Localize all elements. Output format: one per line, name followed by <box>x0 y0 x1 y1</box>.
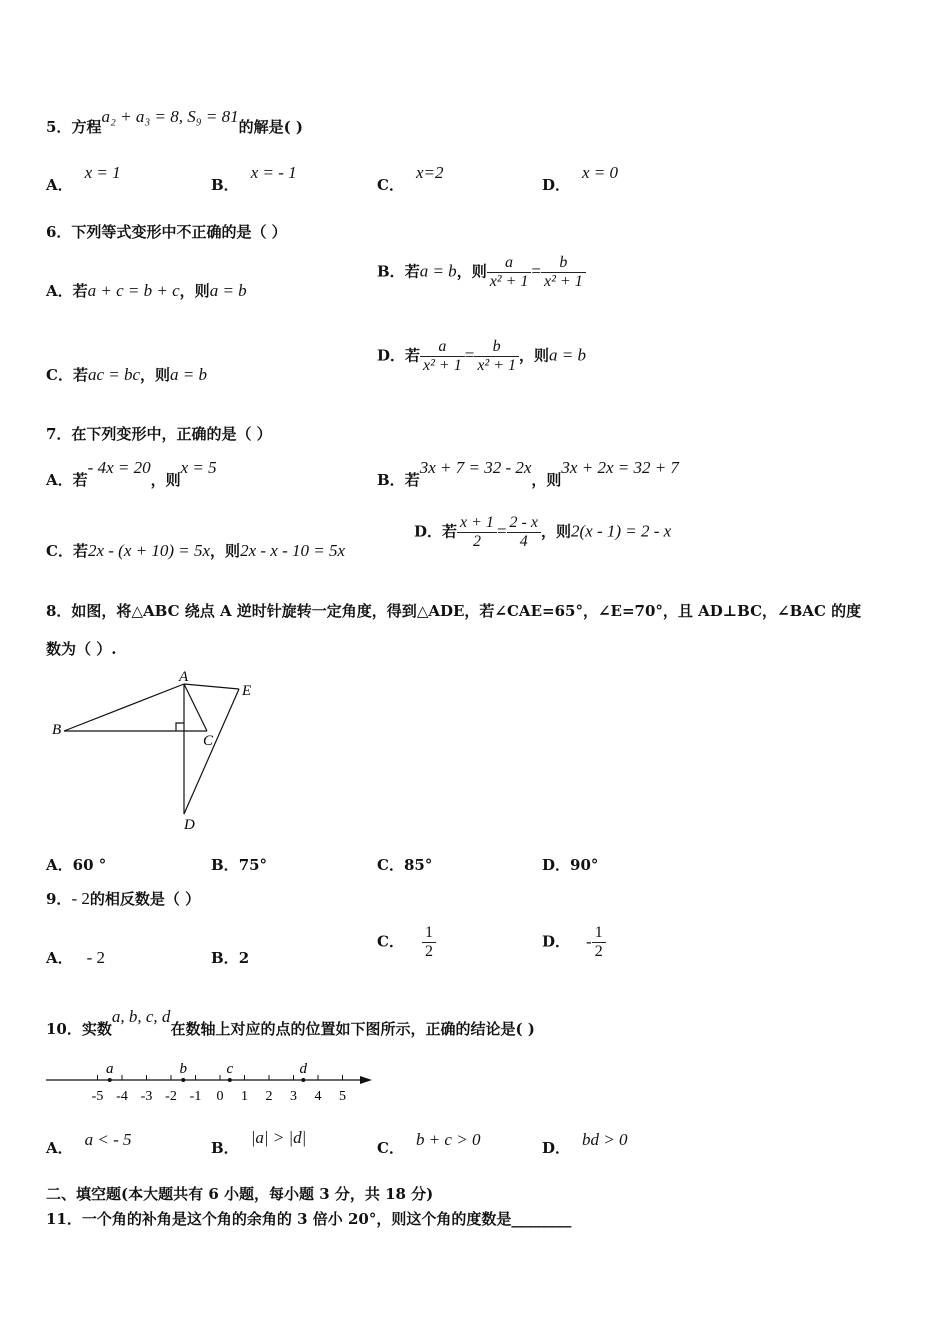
label-c: C <box>203 733 214 749</box>
point-a <box>108 1078 112 1082</box>
q7-option-c[interactable]: C．若2x - (x + 10) = 5x，则2x - x - 10 = 5x <box>46 541 345 560</box>
point-label-d: d <box>299 1061 308 1077</box>
q5-option-a-value: x = 1 <box>84 163 121 182</box>
axis-tick-label: -2 <box>165 1089 177 1104</box>
axis-tick-label: -5 <box>91 1089 104 1104</box>
q8-stem-line1: 8．如图，将△ABC 绕点 A 逆时针旋转一定角度，得到△ADE，若∠CAE=65°，∠E=70°，且 AD⊥BC，∠BAC 的度 <box>46 602 862 620</box>
q6-a-condition: a + c = b + c <box>87 281 180 300</box>
axis-tick-label: 3 <box>290 1089 297 1104</box>
q9-option-d[interactable]: D． - $\frac{1}{2}$ <box>542 924 606 961</box>
q10-number-line <box>44 1058 374 1104</box>
q9-option-b-value: 2 <box>238 949 250 967</box>
q8-option-b[interactable]: B．75° <box>211 856 268 874</box>
segment-ac <box>184 684 207 731</box>
q9-stem: 9．- 2的相反数是（ ） <box>46 889 201 908</box>
q5-suffix: 的解是( ) <box>238 118 304 136</box>
q6-b-left-fraction: $\frac{a}{\text{x² + 1}}$ <box>487 254 532 291</box>
q6-option-b[interactable]: B．若a = b，则 $\frac{a}{\text{x² + 1}}$ = $\frac{b}{\text{x² + 1}}$ <box>377 254 586 291</box>
axis-tick-label: -4 <box>116 1089 128 1104</box>
q10-variables: a, b, c, d <box>111 1007 171 1026</box>
q5-stem <box>46 107 304 137</box>
section-2-heading: 二、填空题(本大题共有 6 小题，每小题 3 分，共 18 分) <box>46 1185 434 1203</box>
point-label-c: c <box>226 1061 234 1077</box>
q8-option-a[interactable]: A．60 ° <box>46 856 107 874</box>
axis-tick-label: 5 <box>339 1089 346 1104</box>
q6-c-condition: ac = bc <box>87 365 141 384</box>
q10-stem: 10．实数a, b, c, d在数轴上对应的点的位置如下图所示，正确的结论是( ) <box>46 1007 535 1038</box>
q6-d-result: a = b <box>549 345 587 365</box>
q5-expression: a₂ + a₃ = 8, S₉ = 81 <box>101 107 239 126</box>
q8-option-c-value: 85° <box>403 856 433 874</box>
q8-option-b-value: 75° <box>238 856 268 874</box>
axis-arrow <box>360 1076 372 1084</box>
q11-stem: 11．一个角的补角是这个角的余角的 3 倍小 20°，则这个角的度数是________ <box>46 1210 572 1228</box>
q6-a-result: a = b <box>209 281 247 300</box>
q10-option-d[interactable]: D． bd > 0 <box>542 1130 628 1157</box>
q8-option-d[interactable]: D．90° <box>542 856 599 874</box>
segment-de <box>184 689 239 814</box>
q10-option-d-value: bd > 0 <box>582 1130 628 1149</box>
q10-option-a[interactable]: A． a < - 5 <box>46 1130 132 1157</box>
q9-option-c-fraction: $\frac{1}{2}$ <box>422 924 436 961</box>
point-label-b: b <box>179 1061 187 1077</box>
q10-option-b[interactable]: B．|a| > |d| <box>211 1128 307 1157</box>
q9-option-c[interactable]: C． $\frac{1}{2}$ <box>377 924 436 961</box>
q5-option-b[interactable]: B．x = - 1 <box>211 163 297 194</box>
axis-tick-label: 0 <box>216 1089 224 1104</box>
q10-option-b-value: |a| > |d| <box>250 1128 307 1147</box>
q7-d-result: 2(x - 1) = 2 - x <box>570 521 672 541</box>
q5-option-d[interactable]: D．x = 0 <box>542 163 619 194</box>
q7-option-b[interactable]: B．若3x + 7 = 32 - 2x，则3x + 2x = 32 + 7 <box>377 458 679 489</box>
q5-option-c-value: x=2 <box>415 163 444 182</box>
point-b <box>181 1078 185 1082</box>
q6-stem: 6．下列等式变形中不正确的是（ ） <box>46 223 287 241</box>
axis-tick-label: 4 <box>314 1089 322 1104</box>
segment-ab <box>64 684 184 731</box>
q10-option-c-value: b + c > 0 <box>415 1130 481 1149</box>
q7-d-right-fraction: $\frac{2 - x}{4}$ <box>507 514 541 551</box>
q5-prefix: 方程 <box>71 118 102 136</box>
q9-option-a-value: - 2 <box>86 948 106 967</box>
label-e: E <box>242 683 252 699</box>
q6-d-right-fraction: $\frac{b}{\text{x² + 1}}$ <box>474 338 519 375</box>
q6-option-c[interactable]: C．若ac = bc，则a = b <box>46 365 208 384</box>
q6-d-left-fraction: $\frac{a}{\text{x² + 1}}$ <box>420 338 465 375</box>
q8-option-a-value: 60 ° <box>72 856 107 874</box>
q7-c-condition: 2x - (x + 10) = 5x <box>87 541 211 560</box>
axis-tick-label: 1 <box>241 1089 248 1104</box>
q7-option-a[interactable]: A．若- 4x = 20，则x = 5 <box>46 458 217 489</box>
q7-option-d[interactable]: D．若 $\frac{x + 1}{2}$ = $\frac{2 - x}{4}$ ，则2(x - 1) = 2 - x <box>414 514 672 550</box>
q6-b-right-fraction: $\frac{b}{\text{x² + 1}}$ <box>541 254 586 291</box>
q8-option-d-value: 90° <box>570 856 599 874</box>
q9-option-b[interactable]: B．2 <box>211 949 250 967</box>
q8-option-c[interactable]: C．85° <box>377 856 433 874</box>
axis-tick-label: 2 <box>265 1089 273 1104</box>
right-angle-mark <box>176 723 184 731</box>
label-a: A <box>179 669 189 685</box>
q7-a-result: x = 5 <box>180 458 217 477</box>
q5-option-c[interactable]: C．x=2 <box>377 163 444 194</box>
q8-triangle-figure <box>44 664 274 834</box>
q9-option-a[interactable]: A． - 2 <box>46 948 106 967</box>
axis-tick-label: -1 <box>189 1089 202 1104</box>
q7-a-condition: - 4x = 20 <box>87 458 151 477</box>
q6-b-condition: a = b <box>419 261 457 281</box>
q10-option-a-value: a < - 5 <box>84 1130 132 1149</box>
q6-option-a[interactable]: A．若a + c = b + c，则a = b <box>46 281 247 300</box>
q5-option-d-value: x = 0 <box>582 163 619 182</box>
q5-option-a[interactable]: A．x = 1 <box>46 163 121 194</box>
q7-stem: 7．在下列变形中，正确的是（ ） <box>46 425 272 443</box>
q5-option-b-value: x = - 1 <box>250 163 297 182</box>
q10-option-c[interactable]: C． b + c > 0 <box>377 1130 481 1157</box>
q8-stem-line2: 数为（ ）. <box>46 640 117 658</box>
point-d <box>301 1078 305 1082</box>
label-b: B <box>52 722 62 738</box>
point-label-a: a <box>106 1061 114 1077</box>
q9-expression: - 2 <box>71 889 90 908</box>
label-d: D <box>184 817 195 833</box>
q7-c-result: 2x - x - 10 = 5x <box>240 541 345 560</box>
axis-tick-label: -3 <box>140 1089 153 1104</box>
q9-option-d-fraction: $\frac{1}{2}$ <box>592 924 606 961</box>
q7-b-result: 3x + 2x = 32 + 7 <box>561 458 679 477</box>
q5-number: 5． <box>46 118 72 136</box>
segment-ae <box>184 684 239 689</box>
q6-option-d[interactable]: D．若 $\frac{a}{\text{x² + 1}}$ = $\frac{b}{\text{x² + 1}}$ ，则a = b <box>377 338 587 374</box>
q7-d-left-fraction: $\frac{x + 1}{2}$ <box>457 514 497 551</box>
q7-b-condition: 3x + 7 = 32 - 2x <box>419 458 532 477</box>
q6-c-result: a = b <box>170 365 208 384</box>
point-c <box>228 1078 232 1082</box>
